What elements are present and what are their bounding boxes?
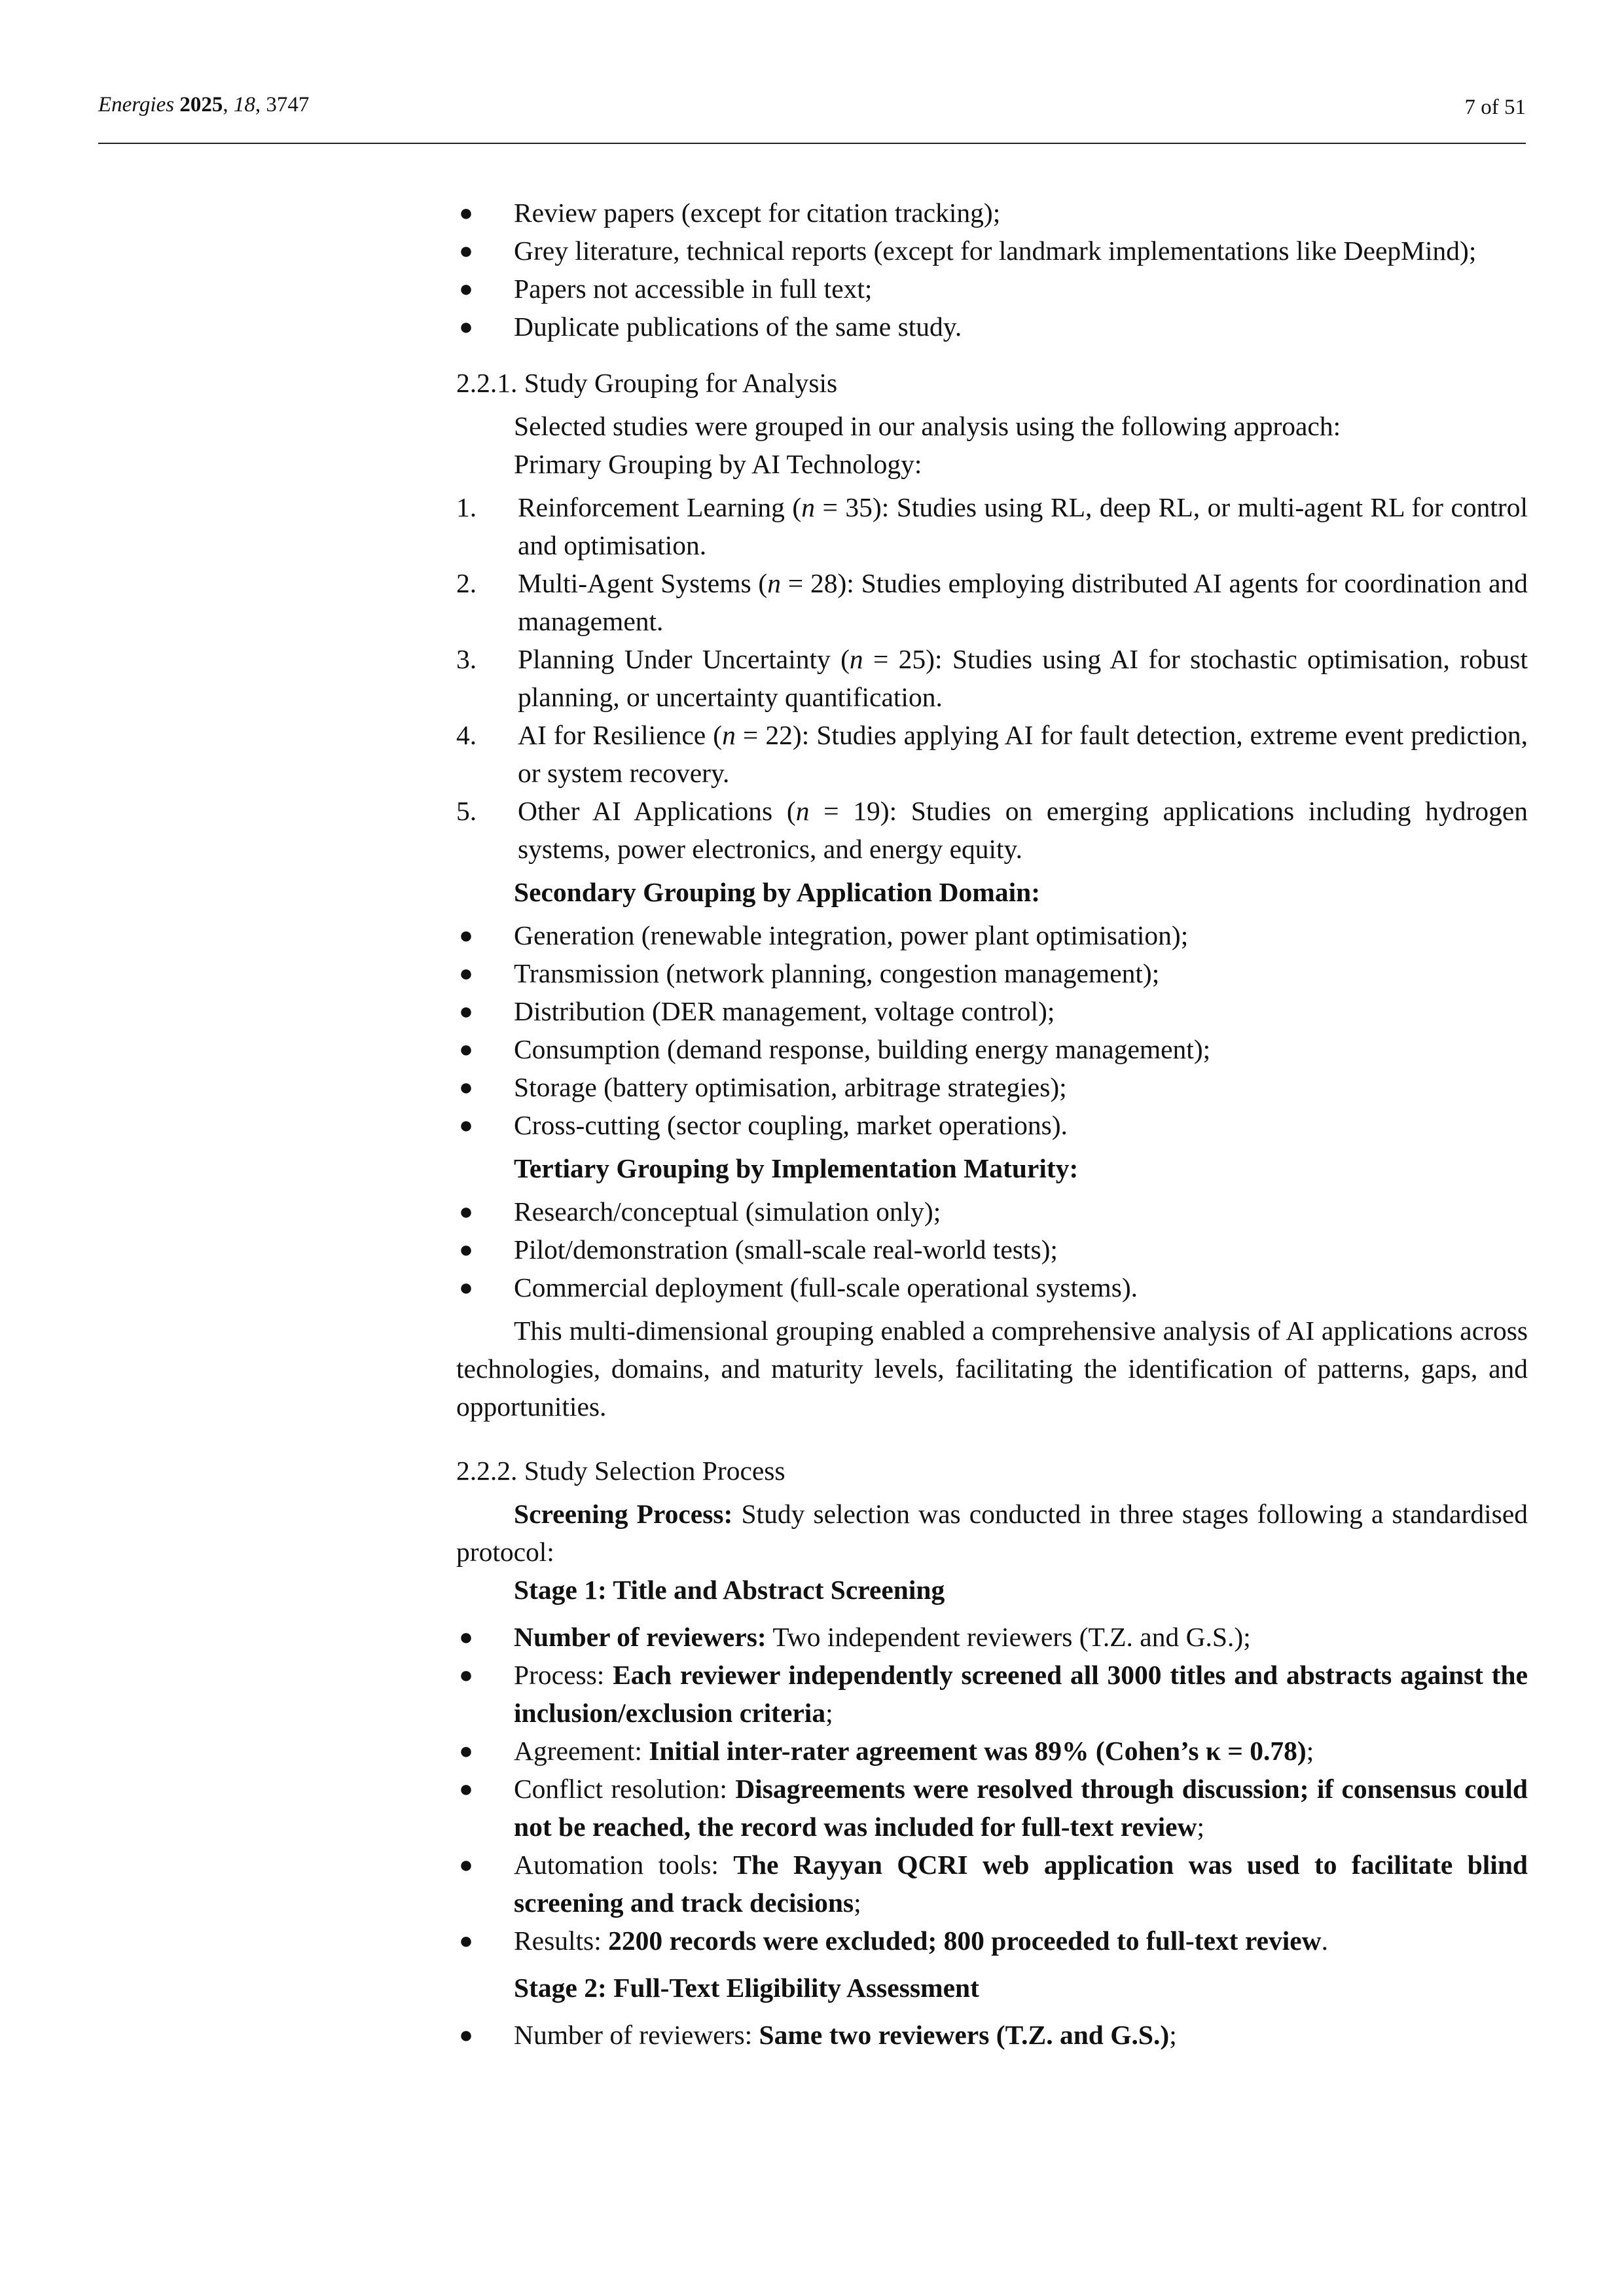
item-end: . [1321, 1926, 1328, 1956]
domain-item [456, 954, 1528, 992]
stage-1-item [456, 1770, 1528, 1846]
stage-1-item [456, 1846, 1528, 1922]
item-end: ; [1306, 1736, 1314, 1766]
bullet-icon: ● [459, 238, 473, 264]
exclusion-item [456, 194, 1528, 232]
bullet-icon: ● [459, 314, 473, 340]
exclusion-criteria-list [456, 194, 1528, 346]
primary-grouping-label: Primary Grouping by AI Technology: [514, 449, 922, 479]
running-header [98, 90, 1526, 144]
bullet-icon: ● [459, 960, 473, 986]
page-number: 7 of 51 [1464, 96, 1526, 119]
item-number: 1. [456, 492, 477, 522]
item-n-symbol: n [722, 720, 736, 750]
section-heading-2-2-2: 2.2.2. Study Selection Process [456, 1456, 785, 1486]
exclusion-item [456, 308, 1528, 346]
exclusion-item-text: Grey literature, technical reports (except for landmark implementations like DeepMind); [514, 236, 1477, 266]
exclusion-item-text: Review papers (except for citation tracking); [514, 198, 1001, 228]
maturity-item [456, 1193, 1528, 1230]
item-n-symbol: n [801, 492, 815, 522]
journal-volume: 18 [233, 93, 255, 117]
maturity-item [456, 1230, 1528, 1268]
item-detail: Disagreements were resolved through discussion; if consensus could not be reached, the record was included for full-text review [514, 1774, 1528, 1842]
stage-1-list [456, 1618, 1528, 1960]
item-description: = 28): Studies employing distributed AI agents for coordination and management. [518, 568, 1528, 636]
journal-name: Energies [98, 93, 175, 117]
maturity-item-text: Pilot/demonstration (small-scale real-world tests); [514, 1234, 1058, 1265]
secondary-grouping-list [456, 916, 1528, 1144]
stage-2-item [456, 2016, 1528, 2054]
item-description: = 19): Studies on emerging applications including hydrogen systems, power electronics, and energy equity. [518, 796, 1528, 864]
primary-grouping-item [456, 792, 1528, 868]
item-lead: Conflict resolution: [514, 1774, 736, 1804]
domain-item-text: Transmission (network planning, congestion management); [514, 958, 1160, 988]
bullet-icon: ● [459, 1624, 473, 1650]
item-end: ; [1169, 2020, 1177, 2050]
item-n-symbol: n [795, 796, 810, 826]
domain-item [456, 916, 1528, 954]
domain-item-text: Cross-cutting (sector coupling, market operations). [514, 1110, 1068, 1140]
journal-year: 2025 [179, 93, 223, 117]
stage-1-item [456, 1732, 1528, 1770]
bullet-icon: ● [459, 1662, 473, 1688]
bullet-icon: ● [459, 998, 473, 1024]
bullet-icon: ● [459, 200, 473, 226]
maturity-item-text: Research/conceptual (simulation only); [514, 1196, 941, 1227]
bullet-icon: ● [459, 1274, 473, 1300]
item-detail: Initial inter-rater agreement was 89% (Cohen’s κ = 0.78) [649, 1736, 1307, 1766]
item-lead: Results: [514, 1926, 609, 1956]
grouping-intro: Selected studies were grouped in our analysis using the following approach: [514, 411, 1341, 441]
stage-2-heading: Stage 2: Full-Text Eligibility Assessment [514, 1973, 979, 2003]
bullet-icon: ● [459, 1236, 473, 1263]
bullet-icon: ● [459, 1036, 473, 1062]
primary-grouping-item [456, 640, 1528, 716]
item-detail: The Rayyan QCRI web application was used to facilitate blind screening and track decisions [514, 1850, 1528, 1918]
maturity-item-text: Commercial deployment (full-scale operational systems). [514, 1272, 1138, 1302]
bullet-icon: ● [459, 1074, 473, 1100]
bullet-icon: ● [459, 1738, 473, 1764]
item-title: Planning Under Uncertainty ( [518, 644, 850, 674]
bullet-icon: ● [459, 1198, 473, 1225]
exclusion-item [456, 232, 1528, 270]
item-lead: Agreement: [514, 1736, 649, 1766]
item-end: ; [1197, 1812, 1205, 1842]
item-description: = 25): Studies using AI for stochastic optimisation, robust planning, or uncertainty quantification. [518, 644, 1528, 712]
item-lead: Number of reviewers: [514, 2020, 759, 2050]
item-number: 5. [456, 796, 477, 826]
tertiary-grouping-label: Tertiary Grouping by Implementation Maturity: [514, 1153, 1079, 1183]
primary-grouping-list [456, 488, 1528, 868]
item-title: Other AI Applications ( [518, 796, 796, 826]
domain-item [456, 992, 1528, 1030]
journal-citation: Energies 2025, 18, 3747 [98, 93, 310, 117]
domain-item-text: Distribution (DER management, voltage control); [514, 996, 1055, 1026]
item-lead: Process: [514, 1660, 613, 1690]
bullet-icon: ● [459, 1112, 473, 1138]
domain-item [456, 1106, 1528, 1144]
primary-grouping-item [456, 488, 1528, 564]
domain-item [456, 1068, 1528, 1106]
primary-grouping-item [456, 716, 1528, 792]
domain-item-text: Generation (renewable integration, power plant optimisation); [514, 920, 1189, 950]
stage-1-item [456, 1618, 1528, 1656]
bullet-icon: ● [459, 1776, 473, 1802]
screening-process-label: Screening Process: [514, 1499, 733, 1529]
stage-1-item [456, 1922, 1528, 1960]
item-title: Reinforcement Learning ( [518, 492, 802, 522]
bullet-icon: ● [459, 922, 473, 948]
domain-item-text: Consumption (demand response, building energy management); [514, 1034, 1211, 1064]
item-number: 2. [456, 568, 477, 598]
bullet-icon: ● [459, 2022, 473, 2048]
item-title: Multi-Agent Systems ( [518, 568, 768, 598]
bullet-icon: ● [459, 1928, 473, 1954]
tertiary-grouping-list [456, 1193, 1528, 1306]
item-title: AI for Resilience ( [518, 720, 723, 750]
stage-2-list [456, 2016, 1528, 2054]
item-end: ; [825, 1698, 833, 1728]
bullet-icon: ● [459, 276, 473, 302]
primary-grouping-item [456, 564, 1528, 640]
domain-item [456, 1030, 1528, 1068]
exclusion-item [456, 270, 1528, 308]
item-n-symbol: n [849, 644, 863, 674]
item-detail: Two independent reviewers (T.Z. and G.S.); [766, 1622, 1251, 1652]
domain-item-text: Storage (battery optimisation, arbitrage strategies); [514, 1072, 1067, 1102]
item-number: 3. [456, 644, 477, 674]
item-description: = 22): Studies applying AI for fault detection, extreme event prediction, or system recovery. [518, 720, 1528, 788]
stage-1-item [456, 1656, 1528, 1732]
item-n-symbol: n [767, 568, 781, 598]
screening-process-text: Study selection was conducted in three stages following a standardised protocol: [456, 1499, 1528, 1567]
stage-1-heading: Stage 1: Title and Abstract Screening [514, 1575, 945, 1605]
item-lead: Number of reviewers: [514, 1622, 767, 1652]
item-description: = 35): Studies using RL, deep RL, or multi-agent RL for control and optimisation. [518, 492, 1528, 560]
exclusion-item-text: Papers not accessible in full text; [514, 274, 873, 304]
maturity-item [456, 1268, 1528, 1306]
article-number: 3747 [266, 93, 310, 117]
section-heading-2-2-1: 2.2.1. Study Grouping for Analysis [456, 368, 838, 398]
item-end: ; [854, 1888, 861, 1918]
page-body [456, 194, 1528, 2054]
grouping-conclusion: This multi-dimensional grouping enabled a comprehensive analysis of AI applications across technologies, domains, and maturity levels, facilitating the identification of patterns, gaps, and opportunities. [456, 1316, 1528, 1422]
item-detail: Each reviewer independently screened all 3000 titles and abstracts against the inclusion/exclusion criteria [514, 1660, 1528, 1728]
item-lead: Automation tools: [514, 1850, 734, 1880]
item-detail: 2200 records were excluded; 800 proceeded to full-text review [608, 1926, 1322, 1956]
secondary-grouping-label: Secondary Grouping by Application Domain: [514, 877, 1041, 907]
screening-process-paragraph [456, 1495, 1528, 1571]
bullet-icon: ● [459, 1852, 473, 1878]
item-detail: Same two reviewers (T.Z. and G.S.) [759, 2020, 1170, 2050]
exclusion-item-text: Duplicate publications of the same study. [514, 312, 962, 342]
item-number: 4. [456, 720, 477, 750]
